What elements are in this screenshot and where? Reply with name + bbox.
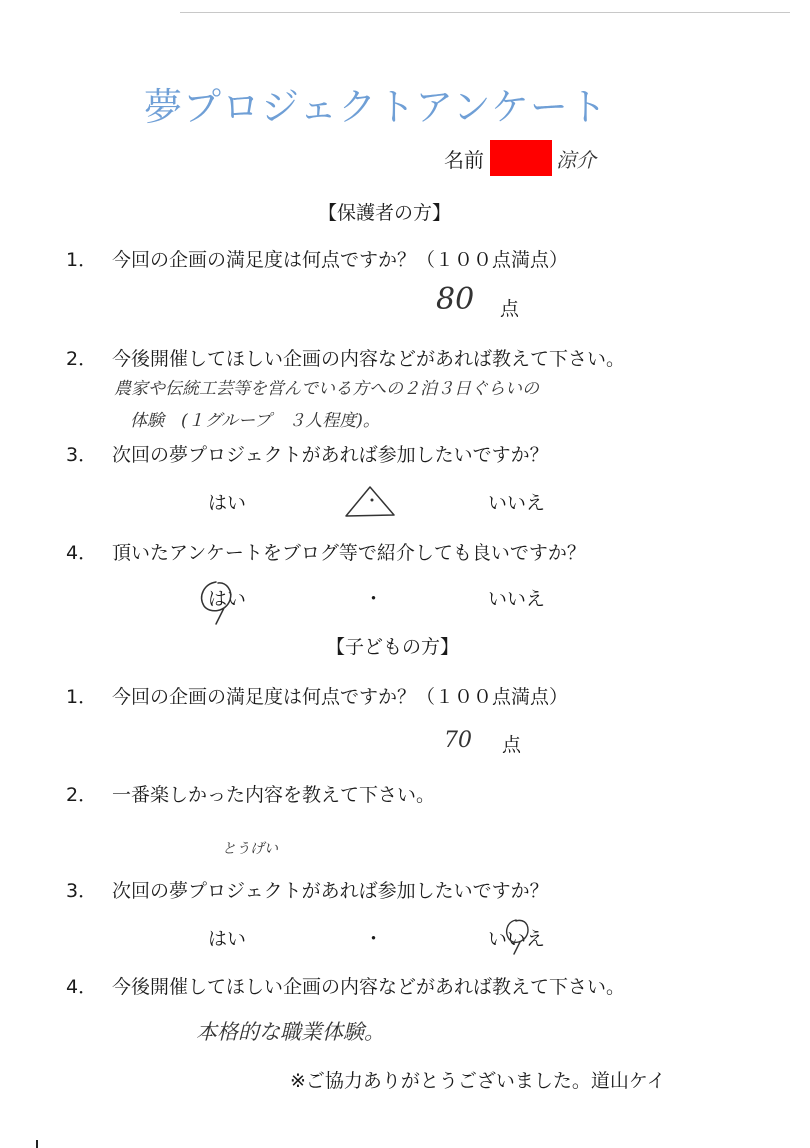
guardian-question-2 <box>66 344 625 371</box>
child-question-3 <box>66 876 549 903</box>
guardian-question-3 <box>66 440 549 467</box>
guardian-score-unit: 点 <box>500 298 520 320</box>
guardian-q3-option-no: いいえ <box>488 492 546 514</box>
child-score-answer: 70 <box>444 728 472 753</box>
question-number: 2． <box>66 784 98 806</box>
guardian-q4-option-no: いいえ <box>488 588 546 610</box>
question-number: 4． <box>66 976 98 998</box>
guardian-section-heading: 【保護者の方】 <box>318 202 452 224</box>
child-question-1 <box>66 682 568 709</box>
question-text: 今後開催してほしい企画の内容などがあれば教えて下さい。 <box>112 976 626 998</box>
child-q3-option-no: いいえ <box>488 928 546 950</box>
scan-edge-mark <box>36 1140 38 1148</box>
question-number: 2． <box>66 348 98 370</box>
redacted-name-box <box>490 140 552 176</box>
question-text: 今回の企画の満足度は何点ですか？（１００点満点） <box>112 249 569 271</box>
circled-answer-mark <box>500 916 534 958</box>
guardian-request-answer-line2: 体験 (１グループ ３人程度)。 <box>130 411 380 431</box>
child-score-unit: 点 <box>502 734 522 756</box>
guardian-q4-option-yes: はい <box>208 588 247 610</box>
question-text: 頂いたアンケートをブログ等で紹介しても良いですか？ <box>112 542 586 564</box>
child-question-2 <box>66 780 435 807</box>
question-text: 次回の夢プロジェクトがあれば参加したいですか？ <box>112 444 549 466</box>
name-label: 名前 <box>444 147 484 172</box>
name-field <box>444 140 596 176</box>
question-number: 3． <box>66 880 98 902</box>
guardian-question-4 <box>66 538 586 565</box>
circled-answer-mark <box>196 574 246 628</box>
child-section-heading: 【子どもの方】 <box>326 636 460 658</box>
closing-note: ※ご協力ありがとうございました。道山ケイ <box>290 1070 666 1092</box>
question-text: 次回の夢プロジェクトがあれば参加したいですか？ <box>112 880 549 902</box>
child-favorite-answer: とうげい <box>222 841 278 857</box>
child-q3-option-yes: はい <box>208 928 247 950</box>
triangle-answer-mark <box>342 484 398 520</box>
question-number: 4． <box>66 542 98 564</box>
option-separator-dot: ・ <box>364 928 384 950</box>
survey-title: 夢プロジェクトアンケート <box>144 85 608 129</box>
scan-top-edge-line <box>180 12 790 13</box>
question-number: 1． <box>66 249 98 271</box>
guardian-score-answer: 80 <box>436 282 475 317</box>
question-text: 今回の企画の満足度は何点ですか？（１００点満点） <box>112 686 569 708</box>
child-request-answer: 本格的な職業体験。 <box>196 1020 385 1044</box>
question-text: 一番楽しかった内容を教えて下さい。 <box>112 784 436 806</box>
question-text: 今後開催してほしい企画の内容などがあれば教えて下さい。 <box>112 348 626 370</box>
question-number: 3． <box>66 444 98 466</box>
option-separator-dot: ・ <box>364 588 384 610</box>
child-question-4 <box>66 972 625 999</box>
handwritten-name: 涼介 <box>556 147 596 172</box>
guardian-request-answer-line1: 農家や伝統工芸等を営んでいる方への２泊３日ぐらいの <box>114 379 539 399</box>
guardian-q3-option-yes: はい <box>208 492 247 514</box>
guardian-question-1 <box>66 245 568 272</box>
question-number: 1． <box>66 686 98 708</box>
